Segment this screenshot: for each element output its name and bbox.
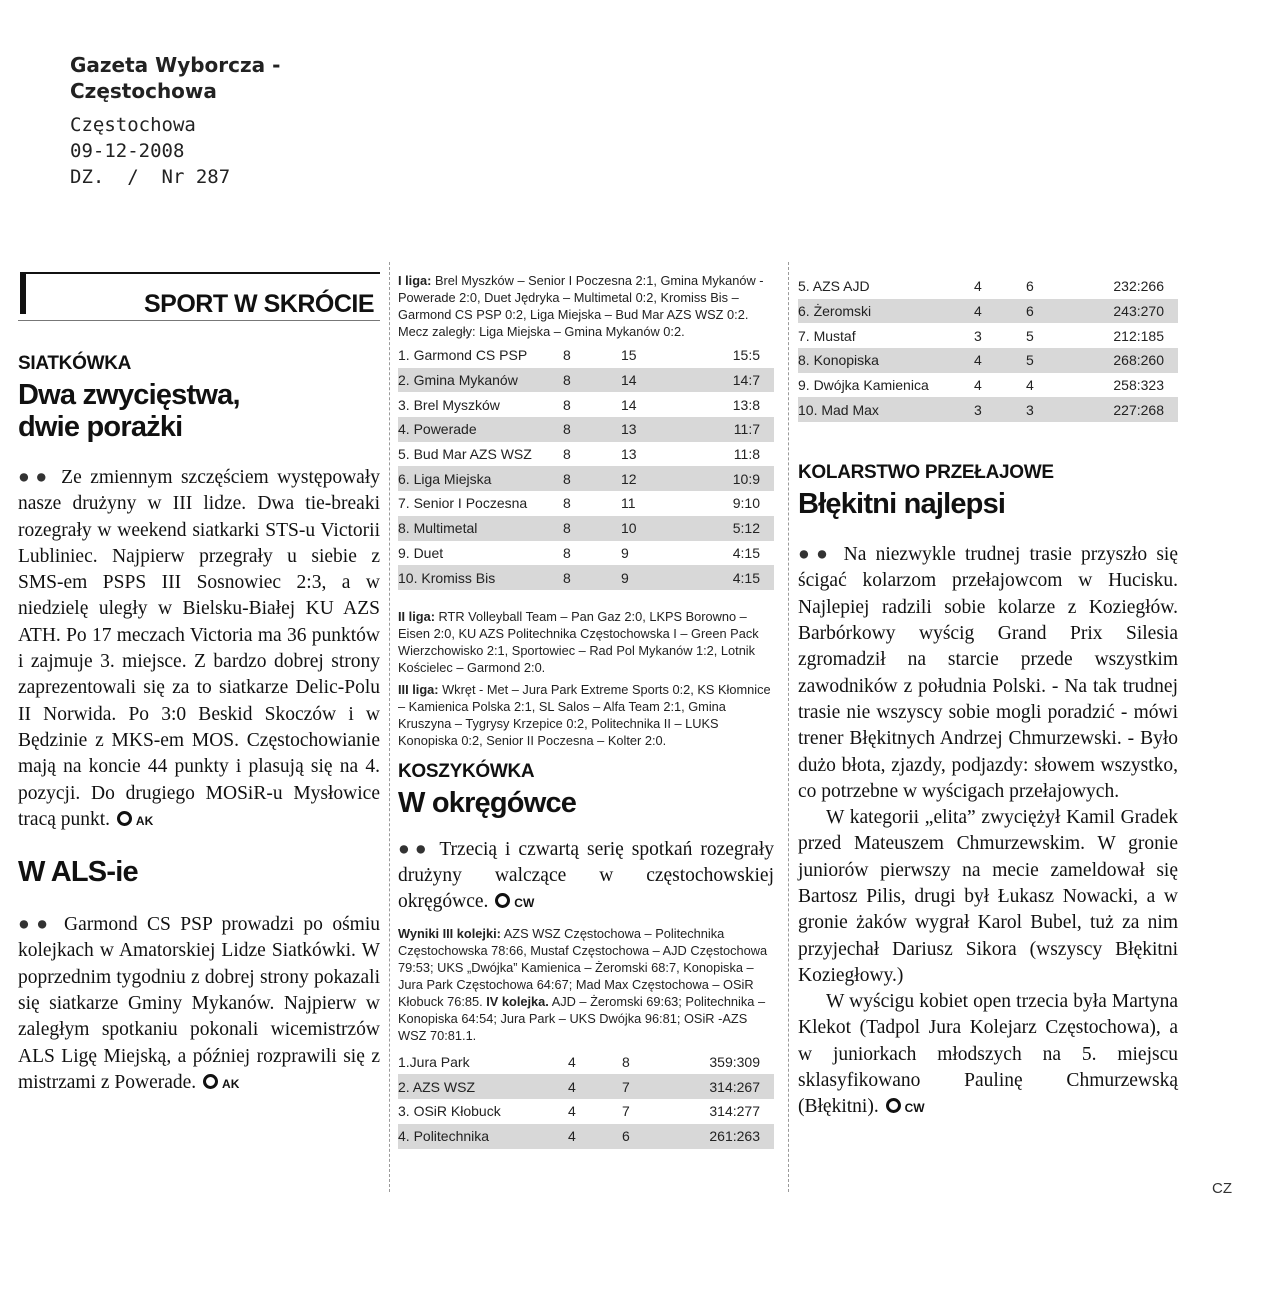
date: 09-12-2008 xyxy=(70,140,185,162)
points: 8 xyxy=(622,1054,630,1071)
games-played: 8 xyxy=(563,446,571,463)
score: 4:15 xyxy=(732,544,760,561)
points: 10 xyxy=(621,516,717,541)
table-row xyxy=(798,348,1178,373)
table-row xyxy=(398,417,774,442)
article-body-basketball xyxy=(398,837,774,917)
league-3-results xyxy=(398,681,774,749)
lead-marker: ●● xyxy=(398,838,432,860)
author-signature: CW xyxy=(514,896,535,911)
team-name: 1. Garmond CS PSP xyxy=(398,347,528,364)
table-row xyxy=(798,323,1178,348)
score: 15:5 xyxy=(732,347,760,364)
score: 232:266 xyxy=(1113,278,1164,295)
league-label: II liga: xyxy=(398,608,435,624)
score: 268:260 xyxy=(1080,348,1178,373)
section-title: SPORT W SKRÓCIE xyxy=(143,290,374,318)
article-title-basketball: W okręgówce xyxy=(398,786,577,819)
team-name: 9. Duet xyxy=(398,544,444,561)
points: 12 xyxy=(621,466,717,491)
lead-marker: ●● xyxy=(798,544,835,566)
games-played: 4 xyxy=(568,1103,576,1120)
table-row xyxy=(398,343,774,368)
publication-meta xyxy=(70,112,280,190)
team-name: 5. Bud Mar AZS WSZ xyxy=(398,446,532,463)
team-name: 2. Gmina Mykanów xyxy=(398,368,563,393)
team-name: 5. AZS AJD xyxy=(798,278,870,295)
publication-line-1: Gazeta Wyborcza - xyxy=(70,53,281,77)
article-text: W wyścigu kobiet open trzecia była Martyna Klekot (Tadpol Jura Kolejarz Częstochowa), a w juniorkach młodszych na 5. miejscu sklasyfikowano Paulinę Chmurzewską (Błękitni). xyxy=(798,991,1178,1118)
team-name: 2. AZS WSZ xyxy=(398,1074,568,1099)
table-row xyxy=(398,565,774,590)
score: 261:263 xyxy=(702,1124,774,1149)
table-row xyxy=(398,1074,774,1099)
score: 9:10 xyxy=(732,495,760,512)
team-name: 7. Senior I Poczesna xyxy=(398,495,528,512)
league-label: III liga: xyxy=(398,681,439,697)
end-mark-icon xyxy=(117,811,132,826)
team-name: 3. Brel Myszków xyxy=(398,396,500,413)
team-name: 7. Mustaf xyxy=(798,327,856,344)
games-played: 3 xyxy=(974,327,982,344)
section-header-bar xyxy=(20,272,26,314)
results-text: AZS WSZ Częstochowa – Politechnika Częstochowska 78:66, Mustaf Częstochowa – AJD Częstochowa 79:53; UKS „Dwójka” Kamienica – Żeromski 68:7, Konopiska – Jura Park Częstochowa 64:67; Mad Max Częstochowa – OSiR Kłobuck 76:85. xyxy=(398,925,768,1009)
column-2 xyxy=(398,262,774,1149)
team-name: 8. Konopiska xyxy=(798,348,974,373)
games-played: 8 xyxy=(563,368,621,393)
points: 5 xyxy=(1026,327,1034,344)
table-row xyxy=(398,392,774,417)
table-row xyxy=(398,1050,774,1075)
score: 11:7 xyxy=(717,417,774,442)
article-text: Ze zmiennym szczęściem występowały nasze drużyny w III lidze. Dwa tie-breaki rozegrały w weekend siatkarki STS-u Victorii Lubliniec. Najpierw przegrały u siebie z SMS-em PSPS III Sosnowiec 2:3, a w niedzielę uległy w Bielsku-Białej KU AZS ATH. Po 17 meczach Victoria ma 36 punktów i zajmuje 3. miejsce. Z bardzo dobrej strony zaprezentowali się za to siatkarze Delic-Polu II Norwida. Po 3:0 Beskid Skoczów i w Będzinie z MKS-em MOS. Częstochowianie mają na koncie 44 punkty i plasują się na 4. pozycji. Do drugiego MOSiR-u Mysłowice tracą punkt. xyxy=(18,467,380,830)
article-title-cyclocross: Błękitni najlepsi xyxy=(798,488,1006,521)
score: 212:185 xyxy=(1113,327,1164,344)
points: 9 xyxy=(621,544,629,561)
article-body xyxy=(18,465,380,834)
end-mark-icon xyxy=(203,1074,218,1089)
results-label: IV kolejka. xyxy=(486,993,549,1009)
league-1-table xyxy=(398,343,774,590)
publication-name xyxy=(70,52,280,104)
basketball-table-continued xyxy=(798,274,1178,422)
end-mark-icon xyxy=(886,1098,901,1113)
games-played: 8 xyxy=(563,417,621,442)
table-row xyxy=(398,442,774,467)
league-1-results xyxy=(398,272,774,340)
team-name: 4. Powerade xyxy=(398,417,563,442)
score: 359:309 xyxy=(709,1054,760,1071)
article-title-line-2: dwie porażki xyxy=(18,411,183,443)
city: Częstochowa xyxy=(70,114,196,136)
league-label: I liga: xyxy=(398,273,432,288)
score: 314:277 xyxy=(709,1103,760,1120)
lead-marker: ●● xyxy=(18,914,55,936)
basketball-results xyxy=(398,925,774,1044)
score: 10:9 xyxy=(717,466,774,491)
results-label: Wyniki III kolejki: xyxy=(398,925,501,941)
table-row xyxy=(798,373,1178,398)
league-results-text: RTR Volleyball Team – Pan Gaz 2:0, LKPS Borowno – Eisen 2:0, KU AZS Politechnika Częstochowska I – Green Pack Wierzchowisko 2:1, Sportowiec – Rad Pol Mykanów 1:2, Lotnik Kościelec – Garmond 2:0. xyxy=(398,608,759,675)
points: 9 xyxy=(621,565,717,590)
end-mark-icon xyxy=(495,893,510,908)
article-title-line-1: Dwa zwycięstwa, xyxy=(18,379,240,411)
games-played: 3 xyxy=(974,397,1026,422)
points: 6 xyxy=(1026,299,1080,324)
games-played: 4 xyxy=(974,377,982,394)
results-text: AJD – Żeromski 69:63; Politechnika – Konopiska 64:54; Jura Park – UKS Dwójka 96:81; OSiR -AZS WSZ 70:81.1. xyxy=(398,993,766,1043)
games-played: 8 xyxy=(563,347,571,364)
score: 13:8 xyxy=(732,396,760,413)
author-signature: AK xyxy=(135,813,154,828)
points: 15 xyxy=(621,347,637,364)
points: 14 xyxy=(621,368,717,393)
score: 4:15 xyxy=(717,565,774,590)
author-signature: AK xyxy=(222,1076,240,1091)
score: 11:8 xyxy=(733,446,760,463)
lead-marker: ●● xyxy=(18,467,53,488)
points: 3 xyxy=(1026,397,1080,422)
article-text: Garmond CS PSP prowadzi po ośmiu kolejkach w Amatorskiej Lidze Siatkówki. W poprzednim tygodniu z dobrej strony pokazali się siatkarze Gminy Mykanów. Najpierw w zaległym spotkaniu pokonali wicemistrzów ALS Ligę Miejską, a później rozprawili się z mistrzami z Powerade. xyxy=(18,914,381,1093)
team-name: 3. OSiR Kłobuck xyxy=(398,1103,501,1120)
points: 6 xyxy=(622,1124,702,1149)
column-1 xyxy=(18,262,380,1097)
games-played: 4 xyxy=(974,278,982,295)
team-name: 8. Multimetal xyxy=(398,516,563,541)
team-name: 4. Politechnika xyxy=(398,1124,568,1149)
points: 5 xyxy=(1026,348,1080,373)
table-row xyxy=(398,368,774,393)
team-name: 10. Mad Max xyxy=(798,397,974,422)
column-divider xyxy=(389,262,390,1192)
publication-line-2: Częstochowa xyxy=(70,79,217,103)
points: 7 xyxy=(622,1103,630,1120)
points: 13 xyxy=(621,446,637,463)
column-divider xyxy=(788,262,789,1192)
points: 14 xyxy=(621,396,637,413)
column-3 xyxy=(798,262,1178,1122)
team-name: 9. Dwójka Kamienica xyxy=(798,377,929,394)
kicker-cyclocross: KOLARSTWO PRZEŁAJOWE xyxy=(798,462,1054,484)
games-played: 8 xyxy=(563,565,621,590)
article-body-als xyxy=(18,912,380,1097)
table-row xyxy=(798,299,1178,324)
article-title xyxy=(18,379,380,443)
article-text: Na niezwykle trudnej trasie przyszło się ścigać kolarzom przełajowcom w Hucisku. Najlepiej radzili sobie kolarze z Koziegłów. Barbórkowy wyścig Grand Prix Silesia zgromadził na starcie przede wszystkim zawodników z południa Polski. - Na tak trudnej trasie nie wszyscy sobie mogli poradzić - mówi trener Błękitnych Andrzej Chmurzewski. - Było dużo błota, zjazdy, podjazdy: słowem wszystko, co potrzebne w wyścigach przełajowych. xyxy=(798,544,1178,802)
games-played: 8 xyxy=(563,516,621,541)
score: 258:323 xyxy=(1113,377,1164,394)
games-played: 4 xyxy=(568,1054,576,1071)
table-row xyxy=(398,466,774,491)
points: 13 xyxy=(621,417,717,442)
score: 243:270 xyxy=(1080,299,1178,324)
kicker-basketball: KOSZYKÓWKA xyxy=(398,760,535,782)
article-text: Trzecią i czwartą serię spotkań rozegrały drużyny walczące w częstochowskiej okręgówce. xyxy=(398,838,774,913)
score: 227:268 xyxy=(1080,397,1178,422)
games-played: 4 xyxy=(974,348,1026,373)
points: 7 xyxy=(622,1074,702,1099)
points: 6 xyxy=(1026,278,1034,295)
league-2-results xyxy=(398,608,774,676)
table-row xyxy=(798,274,1178,299)
games-played: 4 xyxy=(568,1124,622,1149)
table-row xyxy=(398,516,774,541)
team-name: 1.Jura Park xyxy=(398,1054,470,1071)
kicker-volleyball: SIATKÓWKA xyxy=(18,353,132,374)
issue-number: DZ. / Nr 287 xyxy=(70,166,231,188)
points: 11 xyxy=(621,495,636,512)
games-played: 4 xyxy=(974,299,1026,324)
table-row xyxy=(798,397,1178,422)
score: 314:267 xyxy=(702,1074,774,1099)
games-played: 8 xyxy=(563,495,571,512)
margin-mark: CZ xyxy=(1212,1180,1232,1197)
points: 4 xyxy=(1026,377,1034,394)
article-paragraph xyxy=(798,542,1178,805)
table-row xyxy=(398,491,774,516)
games-played: 8 xyxy=(563,544,571,561)
table-row xyxy=(398,1124,774,1149)
games-played: 8 xyxy=(563,396,571,413)
article-paragraph: W kategorii „elita” zwyciężył Kamil Gradek przed Mateuszem Chmurzewskim. W gronie juniorów pierwszy na mecie zameldował się Bartosz Pilis, drugi był Łukasz Nowacki, a w gronie żaków wygrał Karol Bubel, tuż za nim przyjechał Dariusz Sikora (wszyscy Błękitni Koziegłowy.) xyxy=(798,807,1178,986)
league-results-text: Brel Myszków – Senior I Poczesna 2:1, Gmina Mykanów - Powerade 2:0, Duet Jędryka – Multimetal 0:2, Kromiss Bis – Garmond CS PSP 0:2, Liga Miejska – Bud Mar AZS WSZ 0:2. Mecz zaległy: Liga Miejska – Gmina Mykanów 0:2. xyxy=(398,273,764,339)
games-played: 8 xyxy=(563,466,621,491)
league-results-text: Wkręt - Met – Jura Park Extreme Sports 0:2, KS Kłomnice – Kamienica Polska 2:1, SL Salos – Alfa Team 2:1, Gmina Kruszyna – Tygrysy Krzepice 0:2, Politechnika II – LUKS Konopiska 0:2, Senior II Poczesna – Kolter 2:0. xyxy=(398,681,771,748)
section-header xyxy=(18,262,380,321)
team-name: 10. Kromiss Bis xyxy=(398,565,563,590)
score: 14:7 xyxy=(717,368,774,393)
team-name: 6. Żeromski xyxy=(798,299,974,324)
document-header xyxy=(70,52,280,190)
score: 5:12 xyxy=(717,516,774,541)
games-played: 4 xyxy=(568,1074,622,1099)
article-title-als: W ALS-ie xyxy=(18,856,138,889)
table-row xyxy=(398,1099,774,1124)
team-name: 6. Liga Miejska xyxy=(398,466,563,491)
table-row xyxy=(398,541,774,566)
basketball-table xyxy=(398,1050,774,1149)
article-paragraph xyxy=(798,989,1178,1121)
author-signature: CW xyxy=(904,1101,925,1116)
section-header-rule xyxy=(20,272,380,274)
